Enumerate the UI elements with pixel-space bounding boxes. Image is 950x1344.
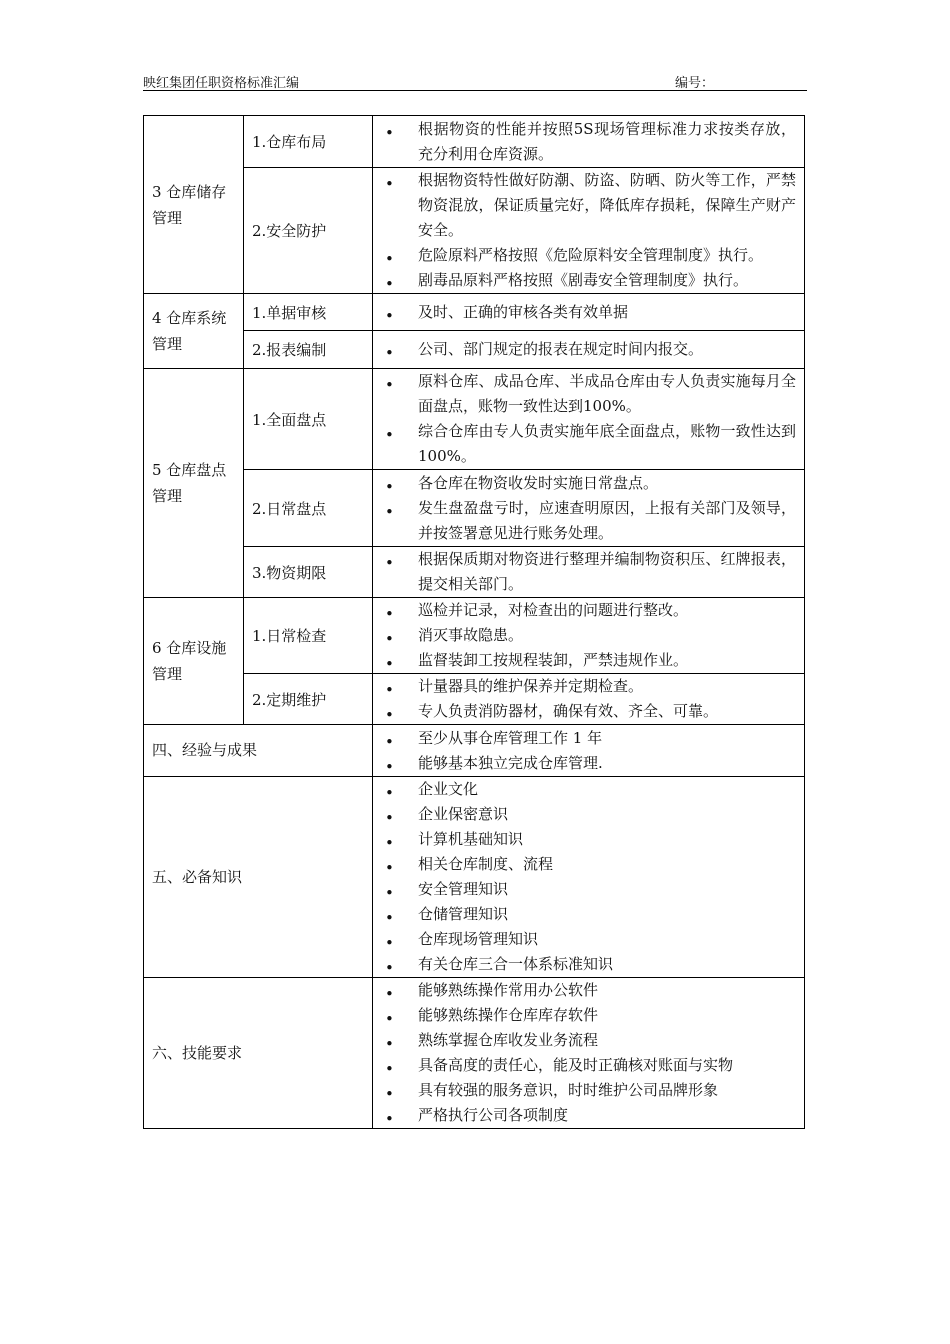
section-detail bbox=[373, 725, 805, 777]
list-item: • 消灭事故隐患。 bbox=[418, 623, 796, 648]
table-row bbox=[144, 598, 805, 674]
list-item: • 根据保质期对物资进行整理并编制物资积压、红牌报表，提交相关部门。 bbox=[418, 547, 796, 597]
header-number-label: 编号： bbox=[675, 76, 715, 91]
table-row bbox=[144, 547, 805, 598]
list-item: • 各仓库在物资收发时实施日常盘点。 bbox=[418, 471, 796, 496]
section-title: 六、技能要求 bbox=[144, 978, 373, 1129]
section-detail bbox=[373, 978, 805, 1129]
list-item: • 具备高度的责任心，能及时正确核对账面与实物 bbox=[418, 1053, 796, 1078]
item-name: 1.全面盘点 bbox=[244, 369, 373, 470]
list-item: • 有关仓库三合一体系标准知识 bbox=[418, 952, 796, 977]
item-detail bbox=[373, 674, 805, 725]
item-detail bbox=[373, 294, 805, 331]
list-item: • 安全管理知识 bbox=[418, 877, 796, 902]
item-name: 3.物资期限 bbox=[244, 547, 373, 598]
item-detail bbox=[373, 116, 805, 168]
list-item: • 熟练掌握仓库收发业务流程 bbox=[418, 1028, 796, 1053]
page-header bbox=[143, 70, 807, 91]
list-item: • 监督装卸工按规程装卸，严禁违规作业。 bbox=[418, 648, 796, 673]
group-title: 3 仓库储存管理 bbox=[144, 116, 244, 294]
list-item: • 至少从事仓库管理工作 1 年 bbox=[418, 726, 796, 751]
list-item: • 发生盘盈盘亏时，应速查明原因，上报有关部门及领导，并按签署意见进行账务处理。 bbox=[418, 496, 796, 546]
table-row bbox=[144, 470, 805, 547]
table-row bbox=[144, 725, 805, 777]
list-item: • 计算机基础知识 bbox=[418, 827, 796, 852]
list-item: • 剧毒品原料严格按照《剧毒安全管理制度》执行。 bbox=[418, 268, 796, 293]
item-name: 2.安全防护 bbox=[244, 168, 373, 294]
list-item: • 相关仓库制度、流程 bbox=[418, 852, 796, 877]
list-item: • 能够熟练操作仓库库存软件 bbox=[418, 1003, 796, 1028]
item-name: 1.日常检查 bbox=[244, 598, 373, 674]
list-item: • 根据物资特性做好防潮、防盗、防晒、防火等工作，严禁物资混放，保证质量完好，降低库存损耗，保障生产财产安全。 bbox=[418, 168, 796, 243]
list-item: • 企业保密意识 bbox=[418, 802, 796, 827]
list-item: • 计量器具的维护保养并定期检查。 bbox=[418, 674, 796, 699]
item-detail bbox=[373, 331, 805, 369]
table-row bbox=[144, 116, 805, 168]
list-item: • 巡检并记录，对检查出的问题进行整改。 bbox=[418, 598, 796, 623]
table-row bbox=[144, 674, 805, 725]
section-detail bbox=[373, 777, 805, 978]
list-item: • 仓储管理知识 bbox=[418, 902, 796, 927]
list-item: • 原料仓库、成品仓库、半成品仓库由专人负责实施每月全面盘点，账物一致性达到100%。 bbox=[418, 369, 796, 419]
item-name: 2.定期维护 bbox=[244, 674, 373, 725]
section-title: 四、经验与成果 bbox=[144, 725, 373, 777]
item-name: 2.报表编制 bbox=[244, 331, 373, 369]
item-name: 1.仓库布局 bbox=[244, 116, 373, 168]
item-detail bbox=[373, 598, 805, 674]
table-row bbox=[144, 369, 805, 470]
list-item: • 具有较强的服务意识，时时维护公司品牌形象 bbox=[418, 1078, 796, 1103]
item-detail bbox=[373, 470, 805, 547]
list-item: • 企业文化 bbox=[418, 777, 796, 802]
item-name: 2.日常盘点 bbox=[244, 470, 373, 547]
qualification-standard-table bbox=[143, 115, 805, 1129]
list-item: • 严格执行公司各项制度 bbox=[418, 1103, 796, 1128]
list-item: • 及时、正确的审核各类有效单据 bbox=[418, 300, 796, 325]
list-item: • 综合仓库由专人负责实施年底全面盘点，账物一致性达到100%。 bbox=[418, 419, 796, 469]
list-item: • 仓库现场管理知识 bbox=[418, 927, 796, 952]
table-row bbox=[144, 978, 805, 1129]
list-item: • 能够熟练操作常用办公软件 bbox=[418, 978, 796, 1003]
list-item: • 能够基本独立完成仓库管理. bbox=[418, 751, 796, 776]
table-row bbox=[144, 294, 805, 331]
item-detail bbox=[373, 547, 805, 598]
header-title: 映红集团任职资格标准汇编 bbox=[143, 76, 300, 91]
item-name: 1.单据审核 bbox=[244, 294, 373, 331]
table-row bbox=[144, 331, 805, 369]
group-title: 6 仓库设施管理 bbox=[144, 598, 244, 725]
table-row bbox=[144, 168, 805, 294]
item-detail bbox=[373, 168, 805, 294]
list-item: • 危险原料严格按照《危险原料安全管理制度》执行。 bbox=[418, 243, 796, 268]
section-title: 五、必备知识 bbox=[144, 777, 373, 978]
group-title: 5 仓库盘点管理 bbox=[144, 369, 244, 598]
list-item: • 公司、部门规定的报表在规定时间内报交。 bbox=[418, 337, 796, 362]
list-item: • 专人负责消防器材，确保有效、齐全、可靠。 bbox=[418, 699, 796, 724]
table-row bbox=[144, 777, 805, 978]
item-detail bbox=[373, 369, 805, 470]
list-item: • 根据物资的性能并按照5S现场管理标准力求按类存放，充分利用仓库资源。 bbox=[418, 117, 796, 167]
group-title: 4 仓库系统管理 bbox=[144, 294, 244, 369]
